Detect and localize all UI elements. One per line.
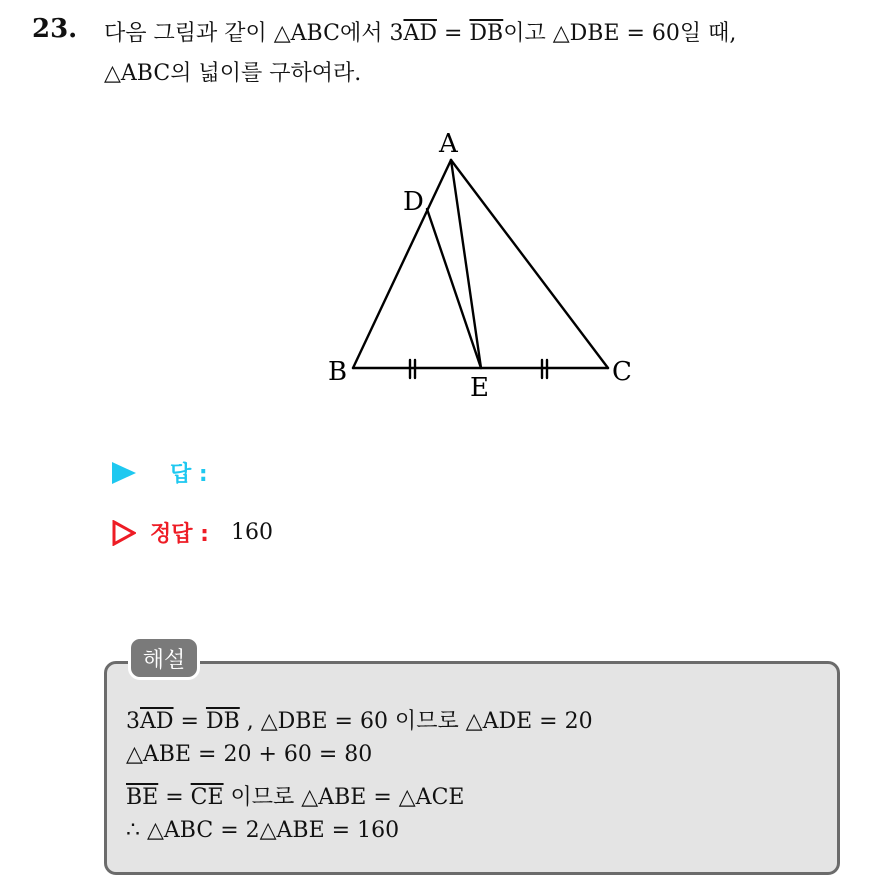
correct-answer-label: 정답 : <box>150 522 209 547</box>
label-c: C <box>612 357 632 387</box>
question-text-part: 이고 △DBE = 60일 때, <box>503 21 737 46</box>
segment-de <box>427 209 481 368</box>
solution-line-3 <box>126 780 464 811</box>
answer-row <box>112 457 230 488</box>
question-number: 23. <box>32 14 78 44</box>
segment-be: $\overline{BE}$ <box>126 785 159 810</box>
label-b: B <box>328 357 348 387</box>
solution-line-1 <box>126 704 593 735</box>
side-ac <box>451 160 608 368</box>
solution-tab-label: 해설 <box>142 647 186 673</box>
solution-text-part: = <box>173 709 206 734</box>
solution-line-4: ∴ △ABC = 2△ABE = 160 <box>126 818 400 843</box>
label-e: E <box>470 373 489 403</box>
correct-answer-value: 160 <box>230 520 273 545</box>
outline-triangle-icon <box>112 520 136 546</box>
play-triangle-icon <box>112 462 136 484</box>
question-text-line-2: △ABC의 넓이를 구하여라. <box>104 61 362 86</box>
segment-ad: $\overline{AD}$ <box>403 21 437 46</box>
segment-ae <box>451 160 481 368</box>
solution-text-part: = <box>158 785 191 810</box>
solution-line-2: △ABE = 20 + 60 = 80 <box>126 742 373 767</box>
question-text-part: 다음 그림과 같이 △ABC에서 3 <box>104 21 404 46</box>
correct-answer-row <box>112 517 273 548</box>
solution-tab <box>128 636 200 680</box>
label-a: A <box>439 129 458 159</box>
question-text-part: = <box>437 21 470 46</box>
segment-db: $\overline{DB}$ <box>205 709 240 734</box>
answer-label: 답 : <box>170 462 208 487</box>
segment-ce: $\overline{CE}$ <box>190 785 224 810</box>
side-ab <box>353 160 451 368</box>
segment-db: $\overline{DB}$ <box>469 21 504 46</box>
segment-ad: $\overline{AD}$ <box>140 709 174 734</box>
solution-text-part: 이므로 △ABE = △ACE <box>223 785 465 810</box>
solution-text-part: 3 <box>126 709 140 734</box>
label-d: D <box>403 187 424 217</box>
solution-text-part: , △DBE = 60 이므로 △ADE = 20 <box>239 709 593 734</box>
